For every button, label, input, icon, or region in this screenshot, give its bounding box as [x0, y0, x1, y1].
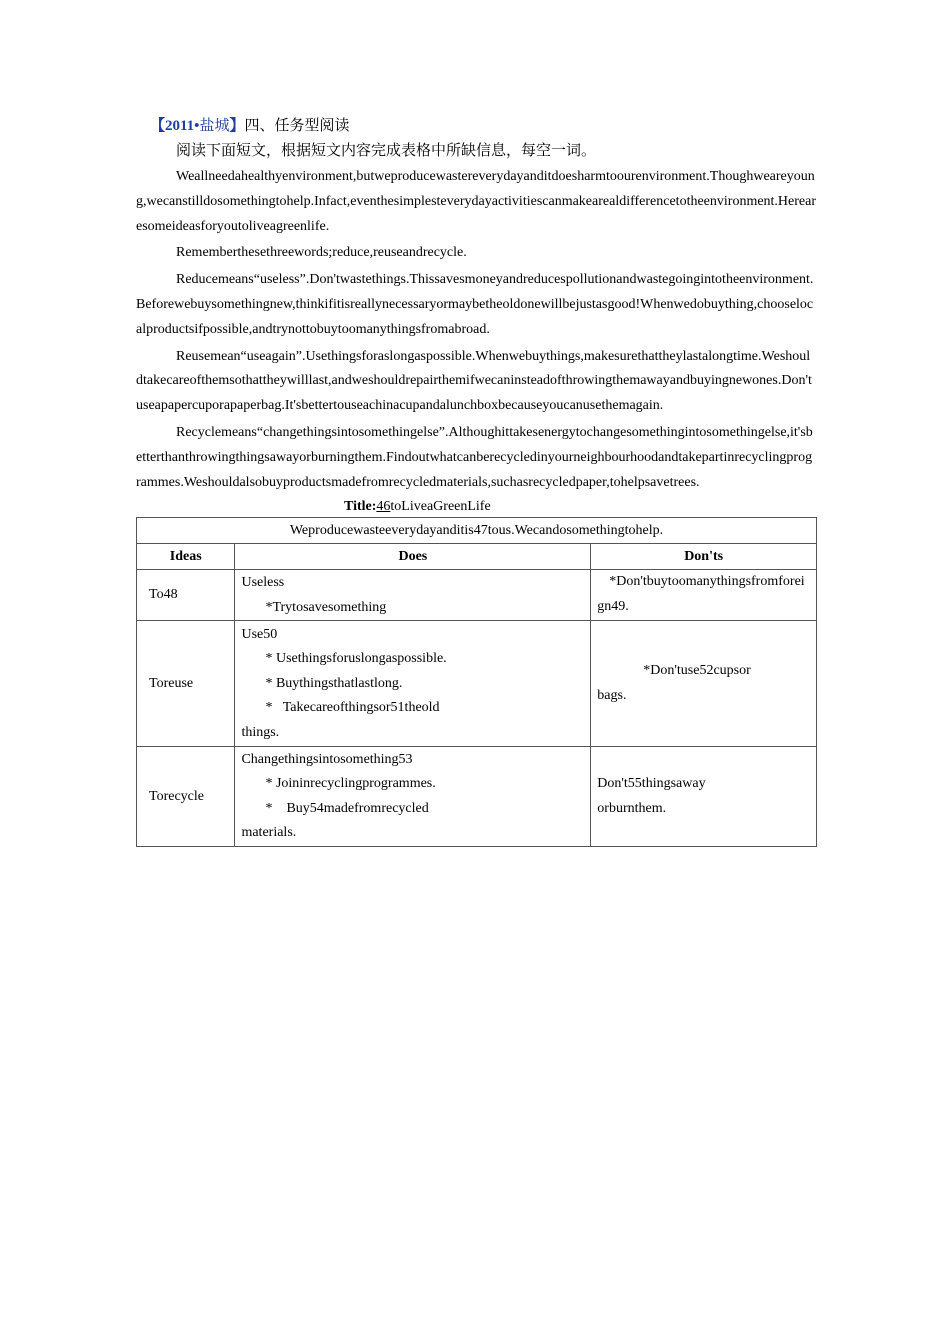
does-cell	[235, 747, 591, 847]
header-does: Does	[235, 544, 591, 570]
header-ideas: Ideas	[137, 544, 235, 570]
summary-cell: Weproducewasteeverydayanditis47tous.Wecandosomethingtohelp.	[137, 518, 817, 544]
does-line: * Joininrecyclingprogrammes.	[265, 776, 436, 792]
idea-cell: Torecycle	[137, 747, 235, 847]
does-line: * Takecareofthingsor51theold	[265, 700, 440, 716]
does-line: *Trytosavesomething	[265, 599, 387, 615]
does-line: materials.	[241, 825, 297, 841]
idea-cell: To48	[137, 570, 235, 621]
donts-line: orburnthem.	[597, 800, 667, 816]
table-row	[137, 621, 817, 747]
region-label: 盐城	[199, 118, 230, 134]
does-line: Use50	[241, 626, 278, 642]
donts-cell	[591, 570, 817, 621]
does-cell	[235, 621, 591, 747]
exercise-header	[150, 114, 816, 138]
title-blank-46: 46	[376, 499, 391, 515]
does-line: * Buy54madefromrecycled	[265, 800, 429, 816]
donts-line: bags.	[597, 687, 627, 703]
title-rest: toLiveaGreenLife	[390, 499, 491, 515]
table-row	[137, 570, 817, 621]
donts-line: Don't55thingsaway	[597, 776, 706, 792]
header-donts: Don'ts	[591, 544, 817, 570]
does-line: * Buythingsthatlastlong.	[265, 675, 403, 691]
donts-cell	[591, 747, 817, 847]
passage-paragraph-3: Reducemeans“useless”.Don'twastethings.Thissavesmoneyandreducespollutionandwastegoingintotheenvironment.Beforewebuysomethingnew,thinkifitisreallynecessaryormaybetheoldonewillbejustasgood!Whenwedobuything,chooselocalproductsifpossible,andtrynottobuytoomanythingsfromabroad.	[136, 272, 814, 337]
does-line: Useless	[241, 575, 285, 591]
does-line: * Usethingsforuslongaspossible.	[265, 651, 447, 667]
donts-cell	[591, 621, 817, 747]
task-table	[136, 517, 817, 847]
instruction-text: 阅读下面短文，根据短文内容完成表格中所缺信息，每空一词。	[176, 143, 597, 159]
does-cell	[235, 570, 591, 621]
passage-paragraph-1: Weallneedahealthyenvironment,butweproducewastereverydayanditdoesharmtoourenvironment.Thoughweareyoung,wecanstilldosomethingtohelp.Infact,eventhesimplesteverydayactivitiescanmakearealdifferencetotheenvironment.Herearesomeideasforyoutoliveagreenlife.	[136, 169, 817, 234]
donts-line: *Don'tuse52cupsor	[643, 663, 751, 679]
passage-paragraph-4: Reusemean“useagain”.Usethingsforaslongaspossible.Whenwebuythings,makesurethattheylastalongtime.Weshouldtakecareofthemsothattheywilllast,andweshouldrepairthemifwecaninsteadofthrowingthemawayandbuyingnewones.Don'tuseapapercuporapaperbag.It'sbettertouseachinacupandalunchboxbecauseyoucanusethemagain.	[136, 348, 812, 414]
passage-paragraph-5: Recyclemeans“changethingsintosomethingelse”.Althoughittakesenergytochangesomethingintosomethingelse,it'sbetterthanthrowingthingsawayorburningthem.Findoutwhatcanberecycledinyourneighbourhoodandtakepartinrecyclingprogrammes.Weshouldalsobuyproductsmadefromrecycledmaterials,suchasrecycledpaper,tohelpsavetrees.	[136, 424, 813, 490]
title-label: Title:	[344, 499, 377, 515]
donts-line: *Don'tbuytoomanythingsfromforeign49.	[597, 574, 805, 614]
table-row	[137, 747, 817, 847]
year-tag-open: 【2011•	[150, 118, 200, 134]
table-title	[344, 497, 816, 517]
passage-paragraph-2: Rememberthesethreewords;reduce,reuseandrecycle.	[176, 245, 467, 261]
idea-cell: Toreuse	[137, 621, 235, 747]
does-line: things.	[241, 724, 280, 740]
section-title: 四、任务型阅读	[244, 118, 350, 134]
exercise-content	[136, 114, 816, 847]
year-tag-close: 】	[229, 118, 245, 134]
does-line: Changethingsintosomething53	[241, 751, 413, 767]
